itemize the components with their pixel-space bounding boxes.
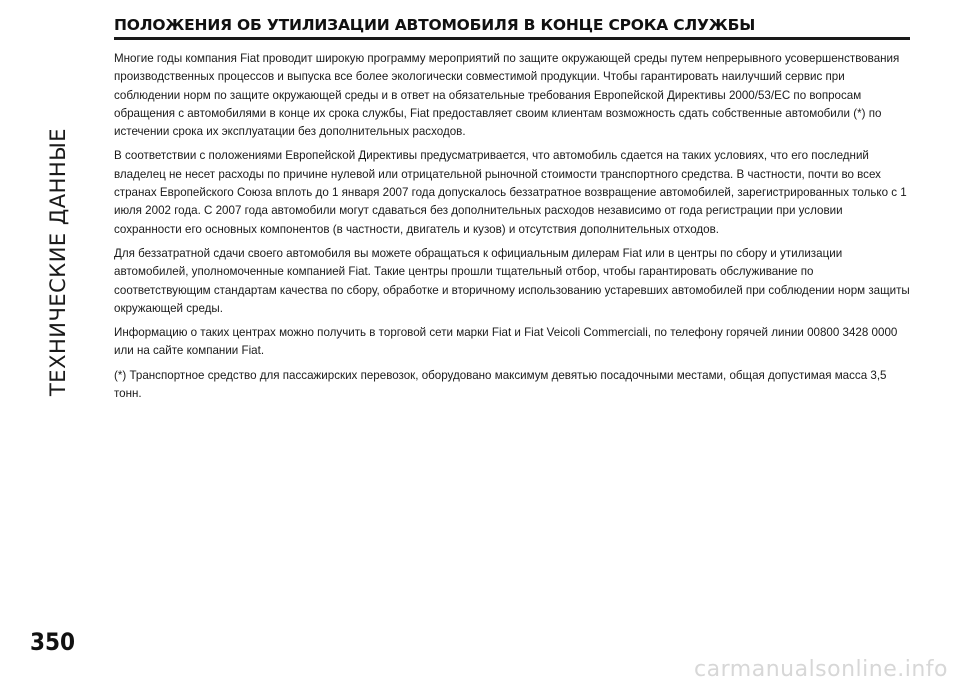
page-number: 350 xyxy=(30,628,76,656)
paragraph-footnote: (*) Транспортное средство для пассажирских перевозок, оборудовано максимум девятью посадочными местами, общая допустимая масса 3,5 тонн. xyxy=(114,368,887,401)
paragraph-3: Для беззатратной сдачи своего автомобиля вы можете обращаться к официальным дилерам Fiat или в центры по сбору и утилизации автомобилей, уполномоченные компанией Fiat. Такие центры прошли тщательный отбор, чтобы гарантировать обслуживание по соответствующим стандартам качества по сбору, обработке и вторичному использованию устаревших автомобилей при соблюдении норм защиты окружающей среды. xyxy=(114,246,910,315)
paragraph-1: Многие годы компания Fiat проводит широкую программу мероприятий по защите окружающей среды путем непрерывного усовершенствования производственных процессов и выпуска все более экологически совместимой продукции. Чтобы гарантировать наилучший сервис при соблюдении норм по защите окружающей среды и в ответ на обязательные требования Европейской Директивы 2000/53/ЕС по вопросам обращения с автомобилями в конце их срока службы, Fiat предоставляет своим клиентам возможность сдать собственные автомобили (*) по истечении срока их эксплуатации без дополнительных расходов. xyxy=(114,52,900,139)
section-side-title-text: ТЕХНИЧЕСКИЕ ДАННЫЕ xyxy=(46,127,70,397)
watermark: carmanualsonline.info xyxy=(694,657,948,682)
paragraph-4: Информацию о таких центрах можно получить в торговой сети марки Fiat и Fiat Veicoli Commerciali, по телефону горячей линии 00800 3428 0000 или на сайте компании Fiat. xyxy=(114,326,898,358)
paragraph-2: В соответствии с положениями Европейской Директивы предусматривается, что автомобиль сдается на таких условиях, что его последний владелец не несет расходы по причине нулевой или отрицательной рыночной стоимости транспортного средства. В частности, почти во всех странах Европейского Союза вплоть до 1 января 2007 года допускалось беззатратное возвращение автомобилей, зарегистрированных только с 1 июля 2002 года. С 2007 года автомобили могут сдаваться без дополнительных расходов независимо от года регистрации при условии сохранности его основных компонентов (в частности, двигатель и кузов) и отсутствия дополнительных отходов. xyxy=(114,149,907,236)
heading-rule xyxy=(114,37,910,40)
page-content xyxy=(114,16,910,409)
page-heading: ПОЛОЖЕНИЯ ОБ УТИЛИЗАЦИИ АВТОМОБИЛЯ В КОНЦЕ СРОКА СЛУЖБЫ xyxy=(114,16,756,34)
